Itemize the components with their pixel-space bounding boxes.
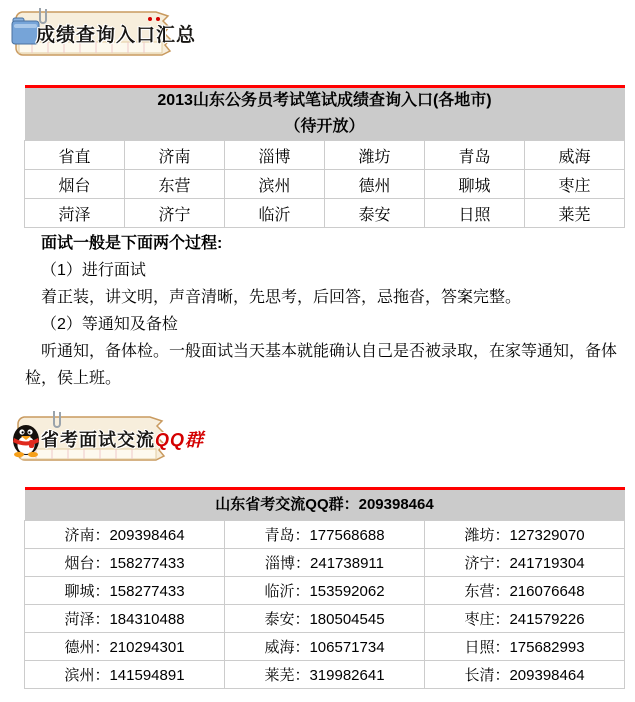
qq-group-cell: 泰安：180504545 [225, 605, 425, 633]
qq-group-cell: 聊城：158277433 [25, 577, 225, 605]
qq-group-cell: 临沂：153592062 [225, 577, 425, 605]
score-entry-cell[interactable]: 菏泽 [25, 199, 125, 228]
score-table-header [25, 87, 625, 141]
table-row [25, 577, 625, 605]
score-entry-cell[interactable]: 潍坊 [325, 141, 425, 170]
article-lead: 面试一般是下面两个过程: [41, 235, 223, 252]
qq-penguin-icon [13, 425, 39, 457]
qq-group-cell: 滨州：141594891 [25, 661, 225, 689]
score-table-status: （待开放） [284, 118, 365, 135]
banner-title: 成绩查询入口汇总 [36, 25, 197, 46]
score-entry-cell[interactable]: 枣庄 [525, 170, 625, 199]
score-entry-cell[interactable]: 省直 [25, 141, 125, 170]
qq-group-cell: 威海：106571734 [225, 633, 425, 661]
red-accent-dot [156, 17, 160, 21]
banner-title-red: QQ群 [155, 430, 205, 450]
interview-process-article [25, 230, 625, 392]
score-entry-cell[interactable]: 济宁 [125, 199, 225, 228]
qq-group-cell: 烟台：158277433 [25, 549, 225, 577]
article-paragraph: 听通知，备体检。一般面试当天基本就能确认自己是否被录取，在家等通知，备体检，侯上班。 [25, 343, 618, 387]
qq-group-cell: 济南：209398464 [25, 521, 225, 549]
qq-group-cell: 枣庄：241579226 [425, 605, 625, 633]
qq-group-cell: 潍坊：127329070 [425, 521, 625, 549]
score-entry-cell[interactable]: 济南 [125, 141, 225, 170]
score-entry-cell[interactable]: 东营 [125, 170, 225, 199]
qq-group-cell: 淄博：241738911 [225, 549, 425, 577]
score-entry-cell[interactable]: 聊城 [425, 170, 525, 199]
table-row [25, 170, 625, 199]
banner-title-black: 省考面试交流 [41, 430, 155, 450]
table-row [25, 141, 625, 170]
qq-group-table [24, 487, 625, 689]
table-row [25, 633, 625, 661]
article-paragraph: （2）等通知及备检 [41, 316, 178, 333]
qq-group-cell: 德州：210294301 [25, 633, 225, 661]
score-table-title: 2013山东公务员考试笔试成绩查询入口(各地市) [157, 92, 492, 109]
article-paragraph: 着正装，讲文明，声音清晰，先思考，后回答，忌拖沓，答案完整。 [41, 289, 522, 306]
folder-icon [12, 18, 39, 44]
qq-table-title: 山东省考交流QQ群：209398464 [25, 489, 625, 521]
banner-title [41, 426, 204, 452]
qq-group-cell: 菏泽：184310488 [25, 605, 225, 633]
score-entry-cell[interactable]: 青岛 [425, 141, 525, 170]
qq-group-cell: 日照：175682993 [425, 633, 625, 661]
qq-group-cell: 济宁：241719304 [425, 549, 625, 577]
score-entry-cell[interactable]: 威海 [525, 141, 625, 170]
table-row [25, 661, 625, 689]
score-entry-cell[interactable]: 烟台 [25, 170, 125, 199]
table-row [25, 199, 625, 228]
score-summary-banner [10, 7, 197, 57]
score-entry-cell[interactable]: 德州 [325, 170, 425, 199]
article-paragraph: （1）进行面试 [41, 262, 146, 279]
qq-group-cell: 青岛：177568688 [225, 521, 425, 549]
score-entry-cell[interactable]: 淄博 [225, 141, 325, 170]
table-row [25, 605, 625, 633]
qq-group-cell: 东营：216076648 [425, 577, 625, 605]
table-row [25, 549, 625, 577]
score-entry-cell[interactable]: 临沂 [225, 199, 325, 228]
score-entry-cell[interactable]: 滨州 [225, 170, 325, 199]
red-accent-dot [148, 17, 152, 21]
qq-group-cell: 莱芜：319982641 [225, 661, 425, 689]
score-entry-cell[interactable]: 泰安 [325, 199, 425, 228]
qq-group-cell: 长清：209398464 [425, 661, 625, 689]
qq-group-banner [10, 409, 205, 463]
table-row [25, 521, 625, 549]
score-entry-cell[interactable]: 莱芜 [525, 199, 625, 228]
score-entry-cell[interactable]: 日照 [425, 199, 525, 228]
score-inquiry-table [24, 85, 625, 228]
